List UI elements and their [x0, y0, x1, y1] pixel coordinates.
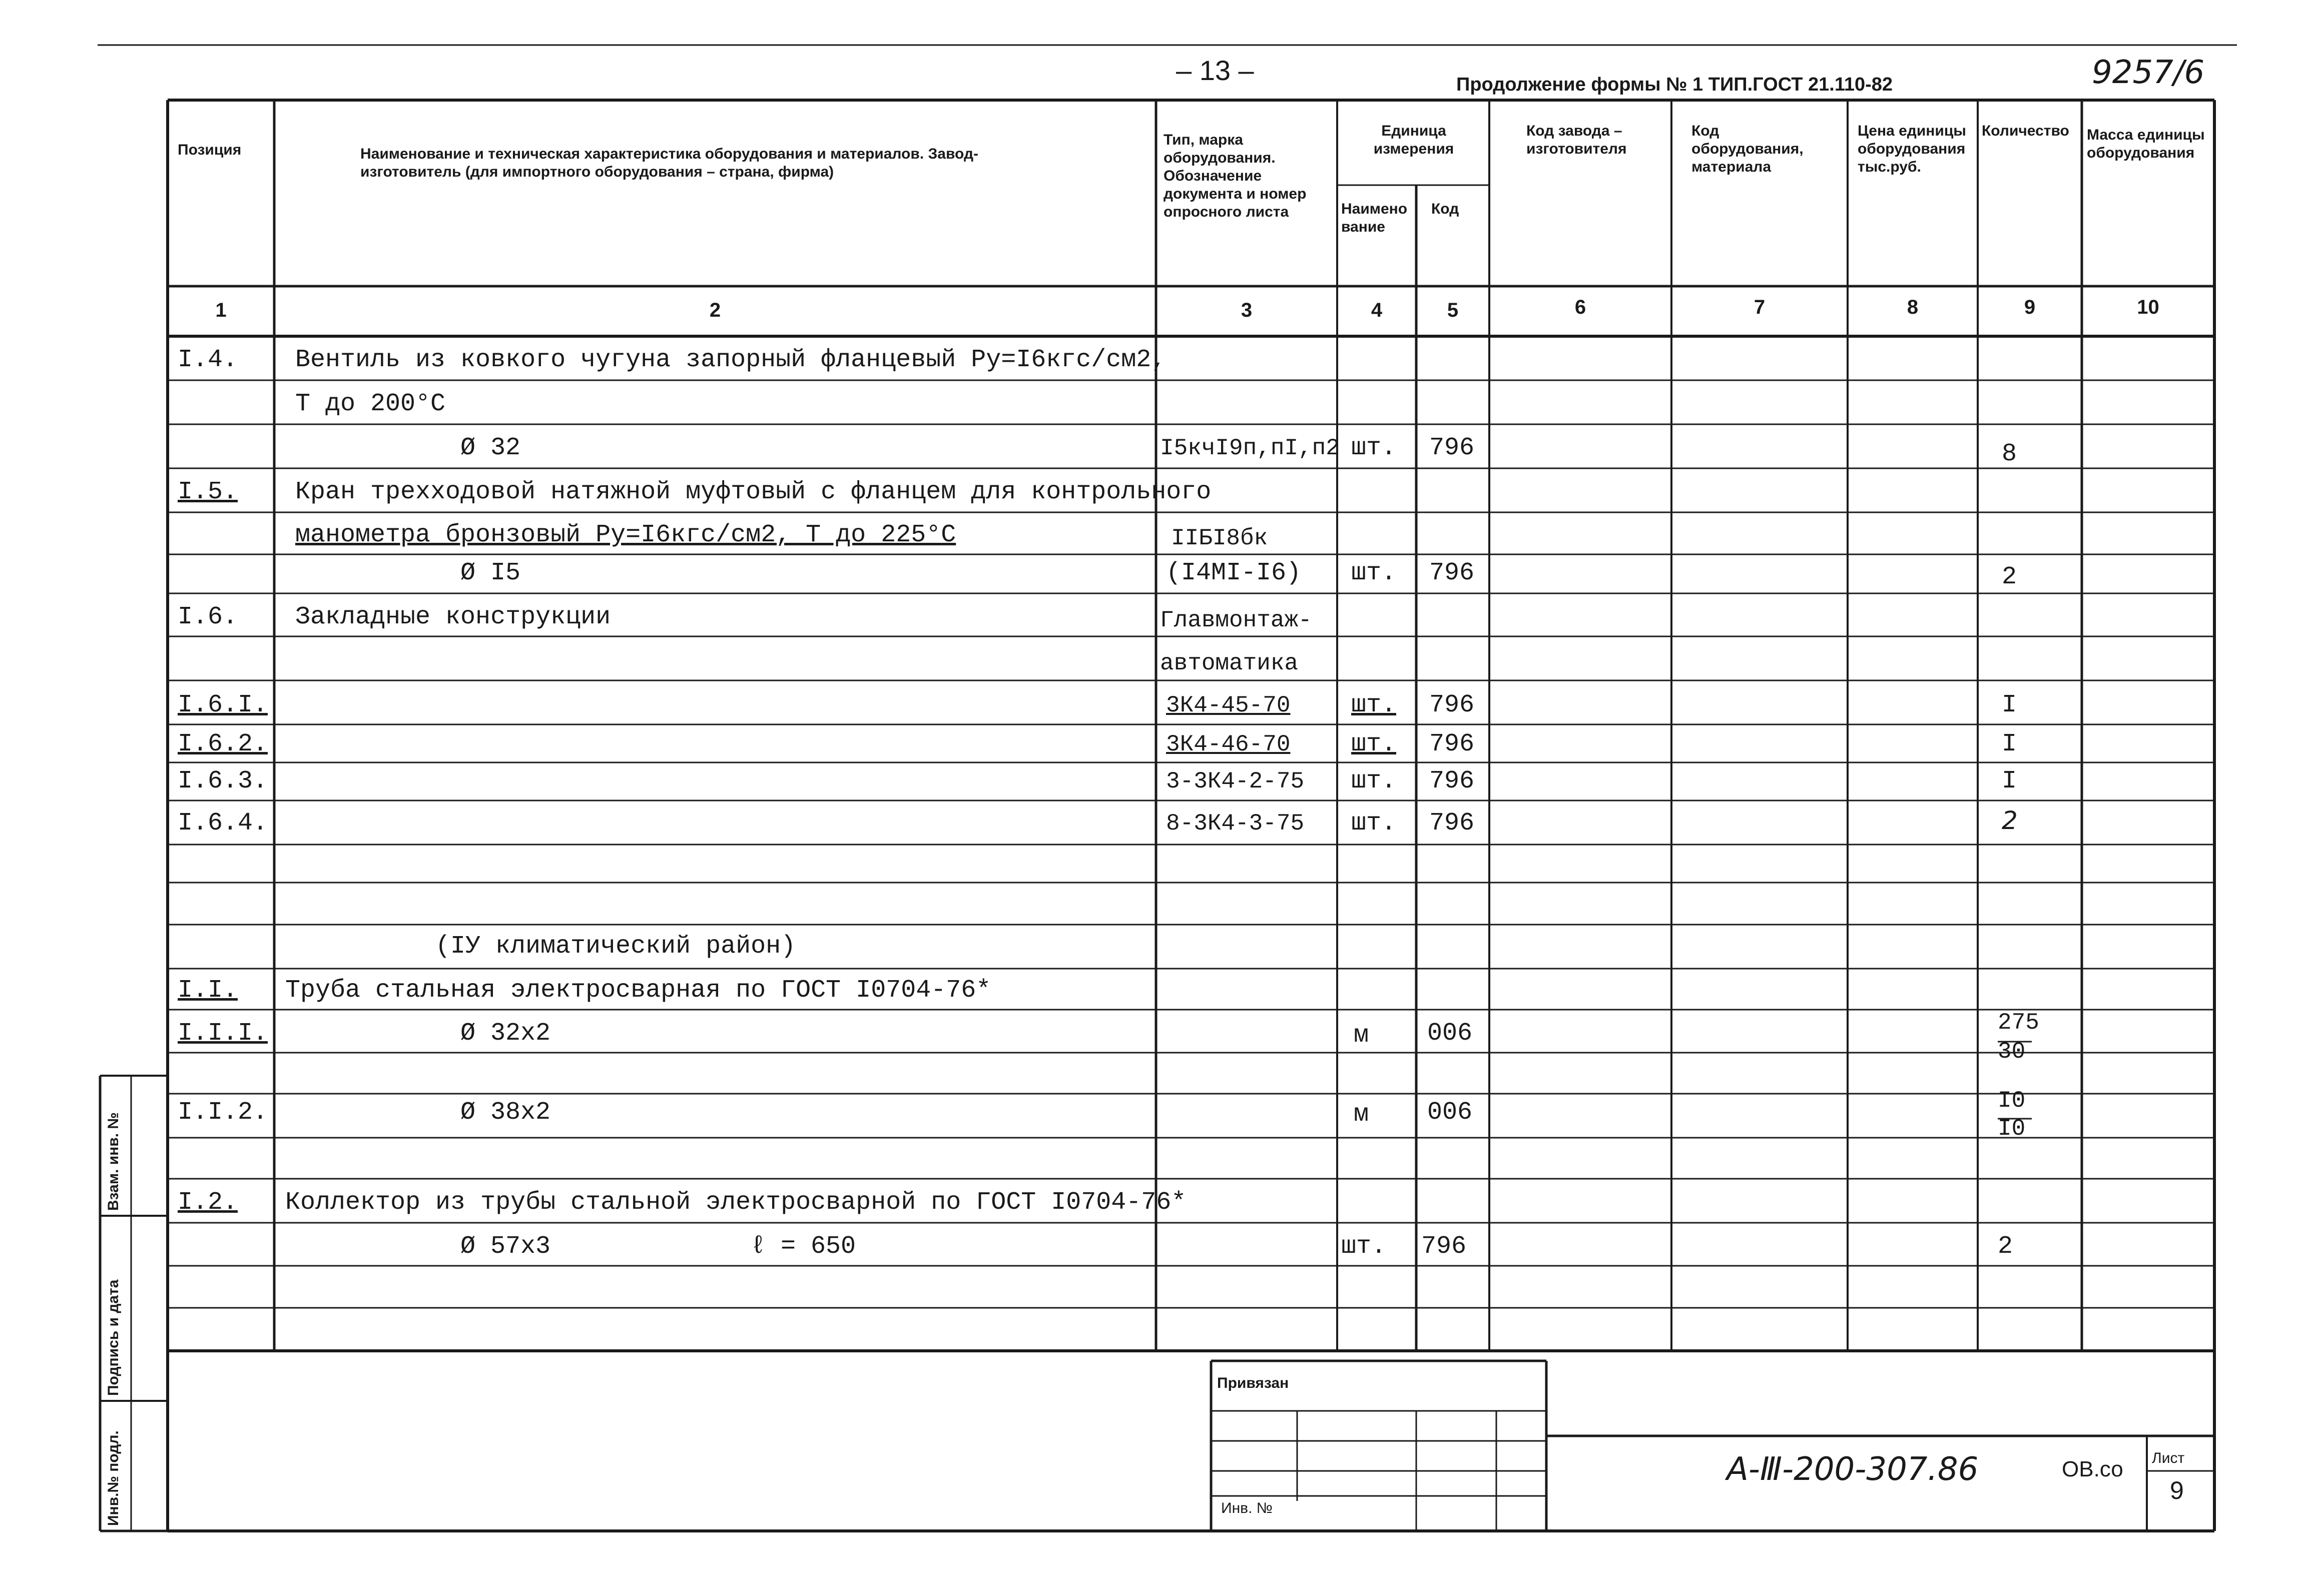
row-19-name: Ø 38х2: [460, 1098, 551, 1127]
row-11-qty: I: [2002, 767, 2017, 795]
row-7-type: Главмонтаж-: [1160, 607, 1312, 633]
row-5-name: манометра бронзовый Ру=I6кгс/см2, Т до 225°С: [295, 521, 956, 549]
row-8-type: автоматика: [1160, 650, 1299, 676]
col-header-unit-group: Единица измерения: [1373, 123, 1454, 157]
row-12-code: 796: [1429, 809, 1475, 838]
row-3-name: Ø 32: [460, 434, 521, 462]
row-5-type: IIБI8бк: [1171, 525, 1268, 551]
col-header-name: Наименование и техническая характеристика оборудования и материалов. Завод-изготовитель (для импортного оборудования – страна, фирма): [360, 146, 978, 180]
row-22-code: 796: [1421, 1232, 1467, 1261]
row-19-pos: I.I.2.: [178, 1098, 268, 1127]
row-22-qty: 2: [1998, 1232, 2013, 1261]
col-num-3: 3: [1241, 299, 1253, 321]
col-header-mass: Масса единицы оборудования: [2087, 127, 2205, 161]
row-6-type: (I4MI-I6): [1166, 559, 1302, 587]
row-2-name: Т до 200°С: [295, 390, 446, 418]
corner-code: 9257/6: [2092, 54, 2205, 91]
row-9-type: 3К4-45-70: [1166, 692, 1291, 718]
row-17-qty-lower: 30: [1998, 1039, 2026, 1065]
row-11-pos: I.6.3.: [178, 767, 268, 795]
row-17-name: Ø 32х2: [460, 1019, 551, 1048]
side-label-podpis: Подпись и дата: [105, 1279, 122, 1396]
row-15-name: (IУ климатический район): [435, 932, 796, 961]
row-17-pos: I.I.I.: [178, 1019, 268, 1048]
row-17-unit: м: [1354, 1021, 1369, 1050]
form-title: Продолжение формы № 1 ТИП.ГОСТ 21.110-82: [1456, 74, 1893, 95]
row-16-pos: I.I.: [178, 976, 238, 1005]
row-4-name: Кран трехходовой натяжной муфтовый с фланцем для контрольного: [295, 478, 1212, 506]
row-19-unit: м: [1354, 1100, 1369, 1129]
row-17-qty: 275: [1998, 1010, 2039, 1036]
row-10-qty: I: [2002, 730, 2017, 758]
row-3-qty: 8: [2002, 440, 2017, 468]
col-num-1: 1: [215, 299, 227, 321]
row-9-qty: I: [2002, 691, 2017, 719]
row-12-unit: шт.: [1351, 809, 1397, 838]
row-7-pos: I.6.: [178, 603, 238, 631]
row-7-name: Закладные конструкции: [295, 603, 611, 631]
row-3-unit: шт.: [1351, 434, 1397, 462]
col-num-6: 6: [1574, 296, 1586, 318]
col-header-factory-code: Код завода – изготовителя: [1526, 123, 1627, 157]
row-19-code: 006: [1427, 1098, 1473, 1127]
side-label-vzam: Взам. инв. №: [105, 1112, 122, 1211]
row-3-code: 796: [1429, 434, 1475, 462]
row-10-unit: шт.: [1351, 730, 1397, 758]
row-1-name: Вентиль из ковкого чугуна запорный фланцевый Ру=I6кгс/см2,: [295, 346, 1167, 374]
col-num-4: 4: [1371, 299, 1383, 321]
stamp-inv-label: Инв. №: [1221, 1500, 1273, 1516]
row-16-name: Труба стальная электросварная по ГОСТ I0704-76*: [285, 976, 991, 1005]
side-label-inv-podl: Инв.№ подл.: [105, 1430, 122, 1526]
row-22-unit: шт.: [1341, 1232, 1387, 1261]
col-header-unit-code: Код: [1431, 201, 1459, 217]
row-6-qty: 2: [2002, 563, 2017, 591]
row-10-pos: I.6.2.: [178, 730, 268, 758]
row-1-pos: I.4.: [178, 346, 238, 374]
col-num-2: 2: [709, 299, 721, 321]
stamp-bound-label: Привязан: [1217, 1375, 1289, 1391]
row-6-name: Ø I5: [460, 559, 521, 587]
row-21-pos: I.2.: [178, 1188, 238, 1217]
row-9-unit: шт.: [1351, 691, 1397, 719]
row-6-code: 796: [1429, 559, 1475, 587]
row-12-qty: 2: [2002, 806, 2018, 835]
row-10-code: 796: [1429, 730, 1475, 758]
col-header-price: Цена единицы оборудования тыс.руб.: [1858, 123, 1966, 175]
col-num-8: 8: [1907, 296, 1919, 318]
col-header-quantity: Количество: [1982, 123, 2069, 139]
row-9-code: 796: [1429, 691, 1475, 719]
row-4-pos: I.5.: [178, 478, 238, 506]
row-11-type: 3-3К4-2-75: [1166, 768, 1305, 794]
col-num-5: 5: [1447, 299, 1459, 321]
col-num-7: 7: [1754, 296, 1766, 318]
sheet-label: Лист: [2152, 1450, 2185, 1466]
row-10-type: 3К4-46-70: [1166, 731, 1291, 757]
row-6-unit: шт.: [1351, 559, 1397, 587]
row-11-unit: шт.: [1351, 767, 1397, 795]
col-header-type: Тип, марка оборудования. Обозначение документа и номер опросного листа: [1164, 132, 1307, 220]
sheet-number: 9: [2170, 1476, 2184, 1504]
col-num-10: 10: [2137, 296, 2159, 318]
row-21-name: Коллектор из трубы стальной электросварной по ГОСТ I0704-76*: [285, 1188, 1187, 1217]
row-19-qty: I0: [1998, 1088, 2026, 1114]
col-header-position: Позиция: [178, 142, 242, 158]
doc-suffix: ОВ.со: [2062, 1457, 2123, 1481]
col-header-unit-name: Наименование: [1341, 201, 1408, 235]
row-17-code: 006: [1427, 1019, 1473, 1048]
row-11-code: 796: [1429, 767, 1475, 795]
row-9-pos: I.6.I.: [178, 691, 268, 719]
doc-code: А-Ⅲ-200-307.86: [1726, 1451, 1979, 1488]
row-22-name: Ø 57х3: [460, 1232, 551, 1261]
row-3-type: I5кчI9п,пI,п2: [1160, 435, 1340, 461]
row-19-qty-lower: I0: [1998, 1116, 2026, 1142]
col-header-equipment-code: Код оборудования, материала: [1691, 123, 1804, 175]
row-22-name-extra: ℓ = 650: [751, 1232, 856, 1261]
col-num-9: 9: [2024, 296, 2036, 318]
page-number: – 13 –: [1176, 55, 1254, 86]
row-12-pos: I.6.4.: [178, 809, 268, 838]
row-12-type: 8-3К4-3-75: [1166, 811, 1305, 837]
